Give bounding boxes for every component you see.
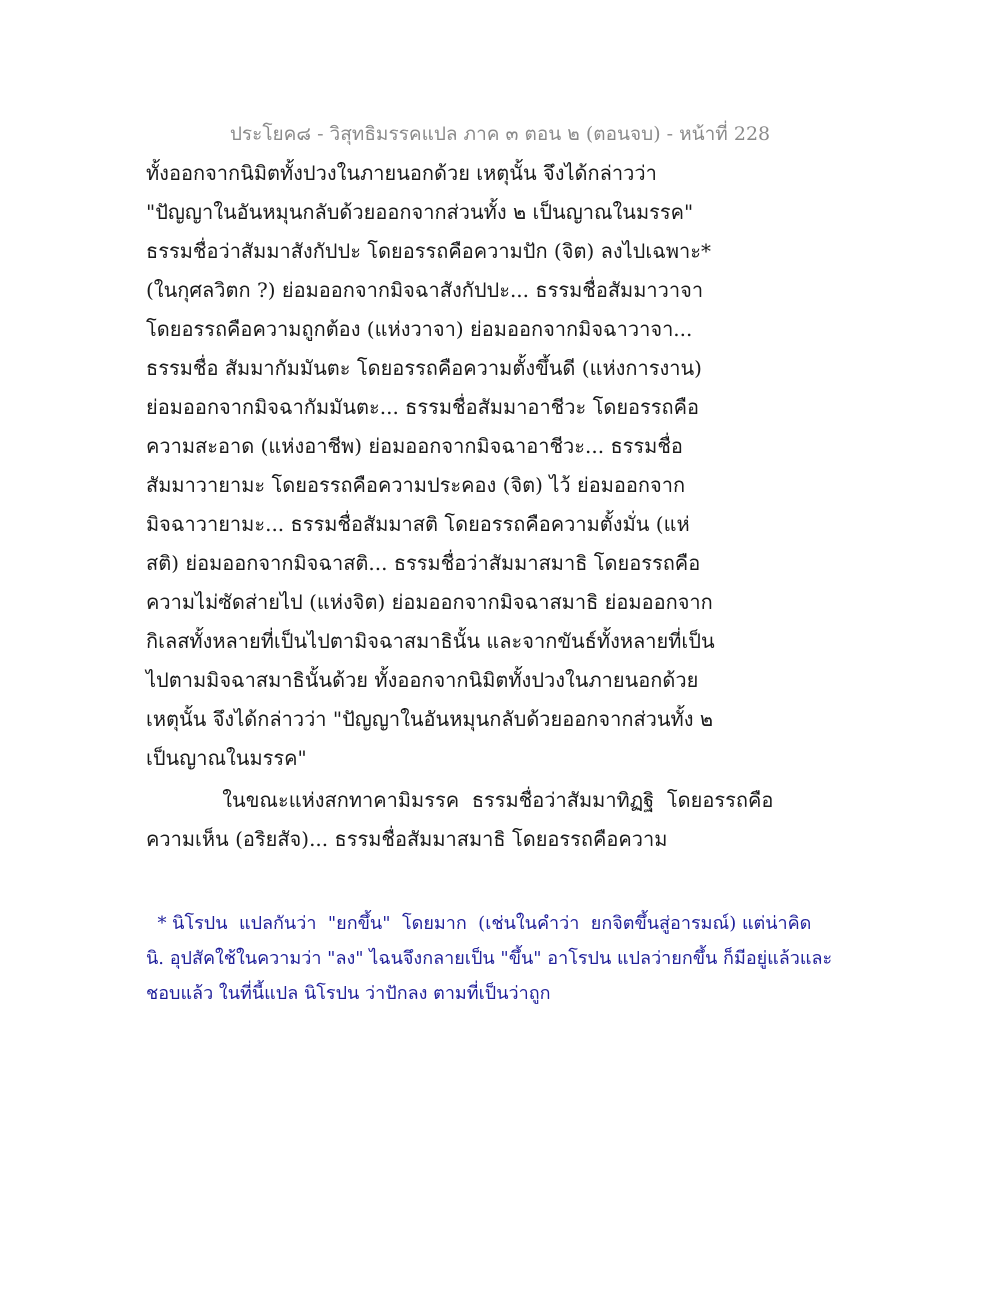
- body-line: ธรรมชื่อว่าสัมมาสังกัปปะ โดยอรรถคือความปัก (จิต) ลงไปเฉพาะ*: [146, 239, 711, 263]
- body-line: ความเห็น (อริยสัจ)... ธรรมชื่อสัมมาสมาธิ โดยอรรถคือความ: [146, 827, 668, 851]
- body-line: เหตุนั้น จึงได้กล่าวว่า "ปัญญาในอันหมุนกลับด้วยออกจากส่วนทั้ง ๒: [146, 707, 714, 731]
- body-text: [146, 154, 866, 859]
- body-line: ความสะอาด (แห่งอาชีพ) ย่อมออกจากมิจฉาอาชีวะ... ธรรมชื่อ: [146, 434, 683, 458]
- body-line: สัมมาวายามะ โดยอรรถคือความประคอง (จิต) ไว้ ย่อมออกจาก: [146, 473, 686, 497]
- footnote-line: ชอบแล้ว ในที่นี้แปล นิโรปน ว่าปักลง ตามที่เป็นว่าถูก: [146, 983, 551, 1004]
- body-line: ทั้งออกจากนิมิตทั้งปวงในภายนอกด้วย เหตุนั้น จึงได้กล่าวว่า: [146, 161, 657, 185]
- page-header: ประโยค๘ - วิสุทธิมรรคแปล ภาค ๓ ตอน ๒ (ตอนจบ) - หน้าที่ 228: [229, 123, 771, 145]
- body-line-paragraph-start: ในขณะแห่งสกทาคามิมรรค ธรรมชื่อว่าสัมมาทิฏฐิ โดยอรรถคือ: [146, 788, 774, 812]
- body-line: (ในกุศลวิตก ?) ย่อมออกจากมิจฉาสังกัปปะ... ธรรมชื่อสัมมาวาจา: [146, 278, 704, 302]
- footnote-line: นิ. อุปสัคใช้ในความว่า "ลง" ไฉนจึงกลายเป็น "ขึ้น" อาโรปน แปลว่ายกขึ้น ก็มีอยู่แล้วและ: [146, 948, 833, 969]
- body-line: ย่อมออกจากมิจฉากัมมันตะ... ธรรมชื่อสัมมาอาชีวะ โดยอรรถคือ: [146, 395, 700, 419]
- body-line: "ปัญญาในอันหมุนกลับด้วยออกจากส่วนทั้ง ๒ เป็นญาณในมรรค": [146, 200, 694, 224]
- body-line: ความไม่ซัดส่ายไป (แห่งจิต) ย่อมออกจากมิจฉาสมาธิ ย่อมออกจาก: [146, 590, 713, 614]
- body-line: ไปตามมิจฉาสมาธินั้นด้วย ทั้งออกจากนิมิตทั้งปวงในภายนอกด้วย: [146, 668, 699, 692]
- footnote-line: * นิโรปน แปลกันว่า "ยกขึ้น" โดยมาก (เช่นในคำว่า ยกจิตขึ้นสู่อารมณ์) แต่น่าคิด: [146, 913, 812, 934]
- body-line: มิจฉาวายามะ... ธรรมชื่อสัมมาสติ โดยอรรถคือความตั้งมั่น (แห่: [146, 512, 690, 536]
- body-line: สติ) ย่อมออกจากมิจฉาสติ... ธรรมชื่อว่าสัมมาสมาธิ โดยอรรถคือ: [146, 551, 701, 575]
- footnote: [146, 906, 906, 1011]
- body-line: เป็นญาณในมรรค": [146, 746, 307, 770]
- body-line: ธรรมชื่อ สัมมากัมมันตะ โดยอรรถคือความตั้งขึ้นดี (แห่งการงาน): [146, 356, 702, 380]
- body-line: โดยอรรถคือความถูกต้อง (แห่งวาจา) ย่อมออกจากมิจฉาวาจา...: [146, 317, 693, 341]
- body-line: กิเลสทั้งหลายที่เป็นไปตามิจฉาสมาธินั้น และจากขันธ์ทั้งหลายที่เป็น: [146, 629, 715, 653]
